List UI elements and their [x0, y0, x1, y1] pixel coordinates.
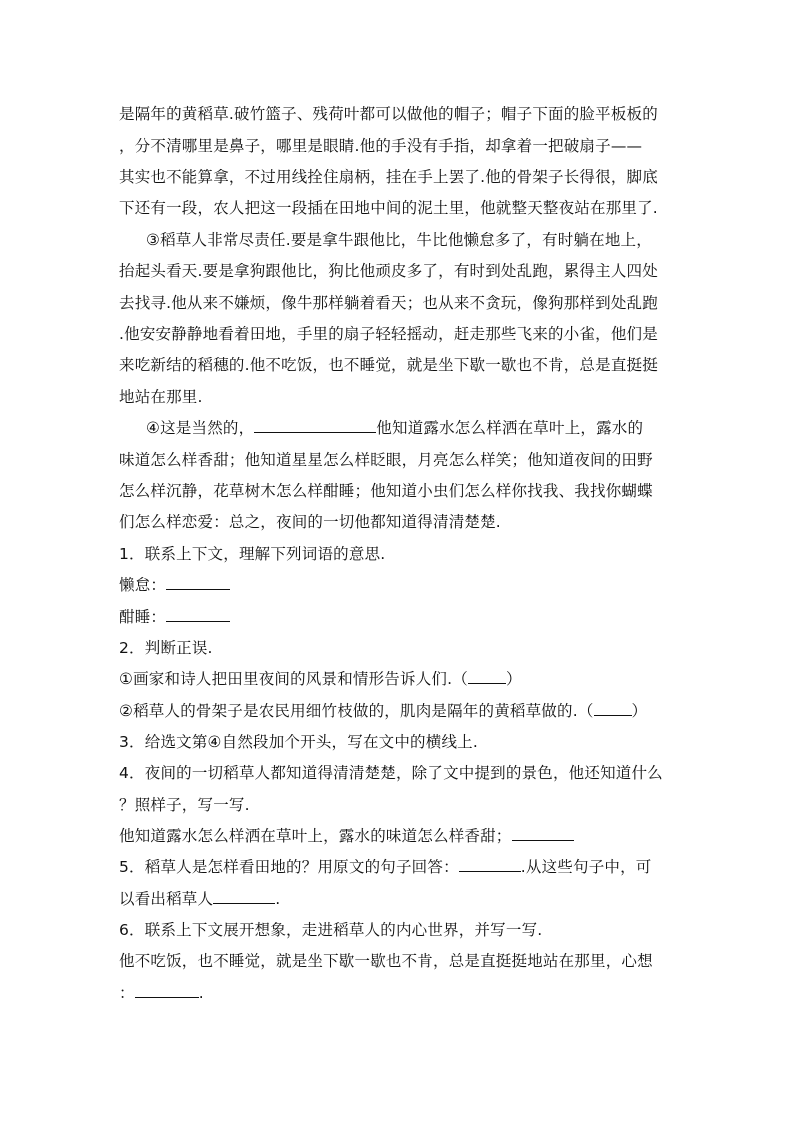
passage-line: 是隔年的黄稻草.破竹篮子、残荷叶都可以做他的帽子；帽子下面的脸平板板的 — [119, 105, 658, 123]
question-text: ： — [119, 984, 135, 1002]
question-2-item — [119, 669, 679, 689]
passage-line: ③稻草人非常尽责任.要是拿牛跟他比，牛比他懒怠多了，有时躺在地上， — [146, 231, 652, 249]
passage-line: .他安安静静地看着田地，手里的扇子轻轻摇动，赶走那些飞来的小雀，他们是 — [119, 325, 658, 343]
question-text: 他知道露水怎么样洒在草叶上，露水的味道怎么样香甜； — [119, 827, 512, 845]
question-text: ②稻草人的骨架子是农民用细竹枝做的，肌肉是隔年的黄稻草做的.（ — [119, 702, 594, 720]
question-2: 2．判断正误. — [119, 639, 213, 657]
question-1-item — [119, 607, 679, 627]
answer-blank[interactable] — [468, 669, 506, 684]
passage-line: 怎么样沉静，花草树木怎么样酣睡；他知道小虫们怎么样你找我、我找你蝴蝶 — [119, 482, 653, 500]
passage-line: 味道怎么样香甜；他知道星星怎么样眨眼，月亮怎么样笑；他知道夜间的田野 — [119, 451, 653, 469]
question-5 — [119, 857, 679, 877]
question-6 — [119, 983, 679, 1003]
passage-line: 们怎么样恋爱：总之，夜间的一切他都知道得清清楚楚. — [119, 513, 501, 531]
question-1: 1．联系上下文，理解下列词语的意思. — [119, 545, 386, 563]
passage-line: ，分不清哪里是鼻子，哪里是眼睛.他的手没有手指，却拿着一把破扇子—— — [119, 137, 643, 155]
question-text: 懒怠： — [119, 576, 167, 594]
answer-blank[interactable] — [594, 701, 632, 716]
passage-line: 去找寻.他从来不嫌烦，像牛那样躺着看天；也从来不贪玩，像狗那样到处乱跑 — [119, 294, 658, 312]
question-text: .从这些句子中，可 — [520, 858, 652, 876]
passage-text: ④这是当然的， — [146, 419, 255, 437]
passage-line: 其实也不能算拿，不过用线拴住扇柄，挂在手上罢了.他的骨架子长得很，脚底 — [119, 168, 658, 186]
question-text: 酣睡： — [119, 608, 167, 626]
answer-blank[interactable] — [166, 607, 230, 622]
answer-blank[interactable] — [213, 889, 275, 904]
question-4-example — [119, 826, 679, 846]
question-text: 以看出稻草人 — [119, 890, 214, 908]
question-text: . — [198, 984, 204, 1002]
question-5 — [119, 889, 679, 909]
question-6: 6．联系上下文展开想象，走进稻草人的内心世界，并写一写. — [119, 921, 543, 939]
answer-blank[interactable] — [512, 826, 574, 841]
question-text: ） — [505, 670, 522, 688]
question-4: ？照样子，写一写. — [119, 796, 250, 814]
answer-blank[interactable] — [135, 983, 199, 998]
answer-blank[interactable] — [459, 857, 521, 872]
question-6: 他不吃饭，也不睡觉，就是坐下歇一歇也不肯，总是直挺挺地站在那里，心想 — [119, 952, 653, 970]
question-text: ） — [631, 702, 648, 720]
answer-blank[interactable] — [166, 575, 230, 590]
passage-line: 来吃新结的稻穗的.他不吃饭，也不睡觉，就是坐下歇一歇也不肯，总是直挺挺 — [119, 356, 658, 374]
question-text: . — [275, 890, 281, 908]
question-4: 4．夜间的一切稻草人都知道得清清楚楚，除了文中提到的景色，他还知道什么 — [119, 764, 663, 782]
question-text: 5．稻草人是怎样看田地的？用原文的句子回答： — [119, 858, 459, 876]
passage-line: 下还有一段，农人把这一段插在田地中间的泥土里，他就整天整夜站在那里了. — [119, 199, 658, 217]
question-3: 3．给选文第④自然段加个开头，写在文中的横线上. — [119, 733, 478, 751]
question-1-item — [119, 575, 679, 595]
question-text: ①画家和诗人把田里夜间的风景和情形告诉人们.（ — [119, 670, 468, 688]
question-2-item — [119, 701, 679, 721]
passage-line — [146, 418, 706, 438]
passage-line: 抬起头看天.要是拿狗跟他比，狗比他顽皮多了，有时到处乱跑，累得主人四处 — [119, 262, 658, 280]
answer-blank[interactable] — [254, 418, 376, 433]
passage-text: 他知道露水怎么样洒在草叶上，露水的 — [376, 419, 644, 437]
passage-line: 地站在那里. — [119, 388, 203, 406]
